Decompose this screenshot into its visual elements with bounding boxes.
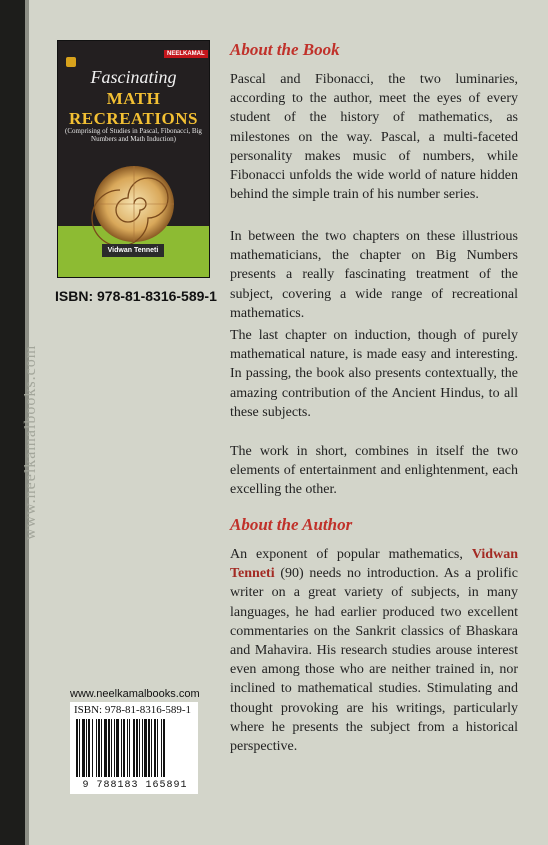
cover-author: Vidwan Tenneti [102, 244, 164, 257]
barcode-number: 9 788183 165891 [82, 780, 188, 791]
cover-title-line2: MATH RECREATIONS [69, 89, 198, 128]
isbn-label: ISBN: 978-81-8316-589-1 [55, 288, 217, 304]
side-website-url: www.neelkamalbooks.com [22, 344, 39, 540]
barcode-website-url: www.neelkamalbooks.com [70, 688, 200, 700]
author-name: Vidwan Tenneti [230, 547, 518, 582]
about-book-paragraph-3: The last chapter on induction, though of purely mathematical nature, is made easy and interesting. In passing, the book also presents contextually, the amazing contribution of the Ancient Hindus, to all these subjects. [230, 328, 518, 420]
publisher-logo-icon [66, 57, 76, 67]
about-author-paragraph: An exponent of popular mathematics, Vidwan Tenneti (90) needs no introduction. As a prolific writer on a great variety of subjects, in many languages, he had earlier produced two excellent commentaries on the Sankrit classics of Bhaskara and Mahavira. His research studies arouse interest even among those who are neither trained in, nor inclined to mathematical studies. Stimulating and thought provoking are his writings, particularly where he presents the subject from a historical perspective. [230, 547, 518, 755]
cover-subtitle: (Comprising of Studies in Pascal, Fibonacci, Big Numbers and Math Induction) [65, 127, 202, 143]
cover-title-line1: Fascinating [90, 67, 177, 87]
barcode-isbn: ISBN: 978-81-8316-589-1 [74, 704, 192, 716]
about-book-heading: About the Book [230, 40, 340, 59]
publisher-badge: NEELKAMAL [164, 50, 208, 58]
cover-thumbnail [57, 40, 210, 278]
nautilus-shell-icon [58, 159, 209, 249]
about-book-paragraph-4: The work in short, combines in itself the two elements of entertainment and enlightenment, each excelling the other. [230, 444, 518, 498]
barcode-icon [72, 717, 198, 779]
about-book-paragraph-1: Pascal and Fibonacci, the two luminaries, according to the author, meet the eyes of every student of the history of mathematics, as milestones on the way. Pascal, a multi-faceted personality makes music of numbers, while Fibonacci unfolds the wide world of nature hidden behind the simple train of his number series. [230, 72, 518, 203]
about-author-heading: About the Author [230, 515, 353, 534]
about-book-paragraph-2: In between the two chapters on these illustrious mathematicians, the chapter on Big Numbers presents a really fascinating treatment of the subject, covering a wide range of recreational mathematics. [230, 229, 518, 321]
